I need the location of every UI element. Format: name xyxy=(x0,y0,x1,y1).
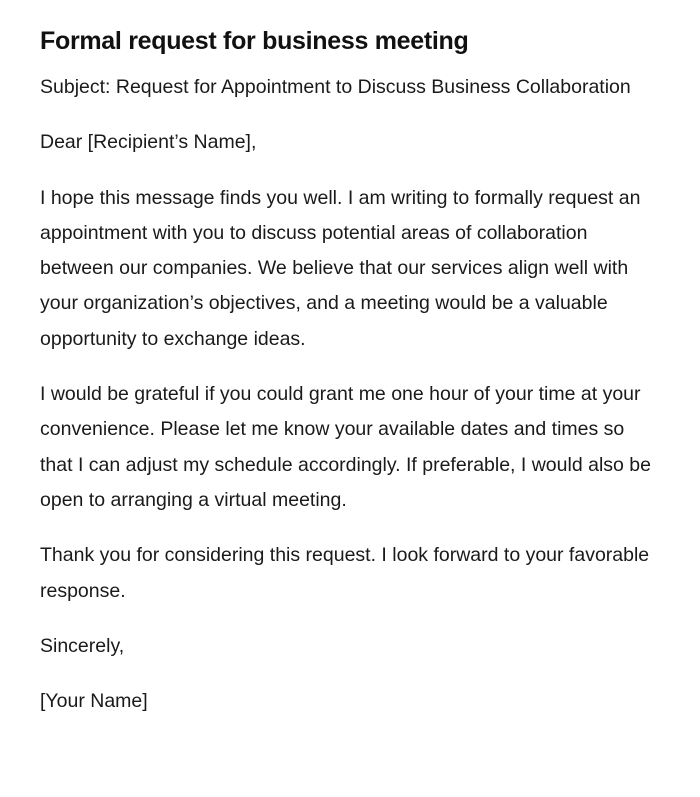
signature-name: [Your Name] xyxy=(40,690,148,713)
body-paragraph-intro: I hope this message finds you well. I am writing to formally request an appointment with you to discuss potential areas of collaboration between our companies. We believe that our services align well with your organization’s objectives, and a meeting would be a valuable opportunity to exchange ideas. xyxy=(40,186,641,350)
sign-off: Sincerely, xyxy=(40,634,125,657)
body-paragraph-closing: Thank you for considering this request. I look forward to your favorable response. xyxy=(40,544,650,602)
document-title: Formal request for business meeting xyxy=(40,27,469,55)
subject-line: Subject: Request for Appointment to Discuss Business Collaboration xyxy=(40,76,631,98)
salutation: Dear [Recipient’s Name], xyxy=(40,131,257,154)
body-paragraph-request: I would be grateful if you could grant me one hour of your time at your convenience. Please let me know your available dates and times so that I can adjust my schedule accordingly. If preferable, I would also be open to arranging a virtual meeting. xyxy=(40,383,651,511)
